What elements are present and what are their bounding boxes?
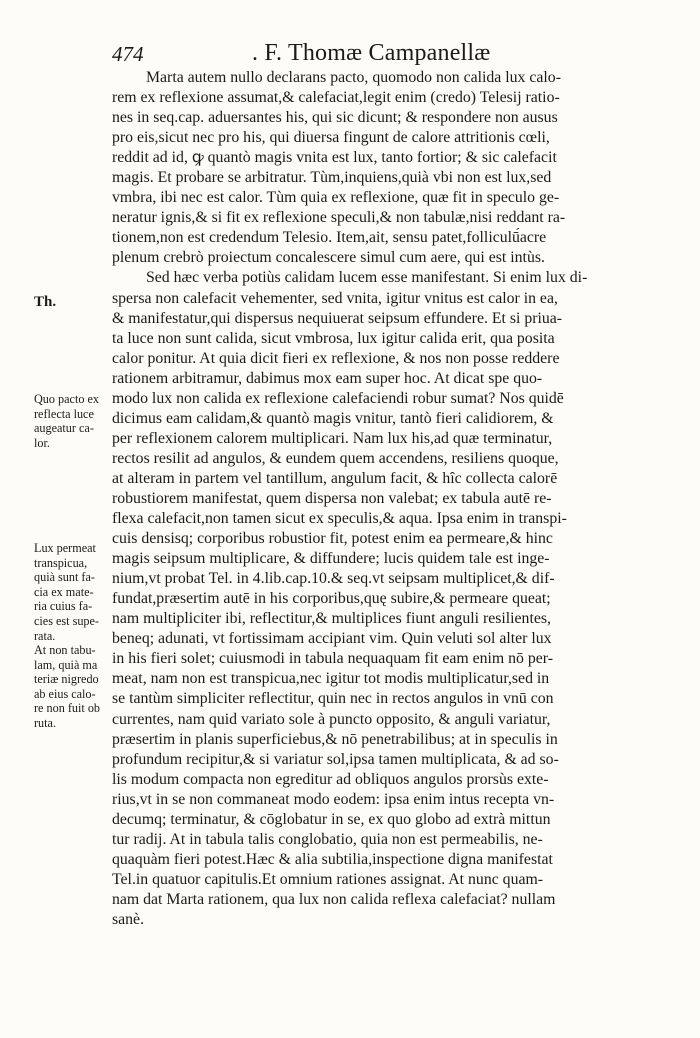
margin-line: transpicua, <box>34 555 88 570</box>
text-line: dicimus eam calidam,& quantò magis vnitur, tantò fieri calidiorem, & <box>112 409 554 427</box>
page-number: 474 <box>112 42 144 66</box>
text-line: cuis densisq; corporibus robustior fit, potest enim ea permeare,& hinc <box>112 530 553 548</box>
margin-line: reflecta luce <box>34 406 94 421</box>
margin-line: teriæ nigredo <box>34 672 99 687</box>
text-line: præsertim in planis superficiebus,& nō penetrabilibus; at in speculis in <box>112 730 558 748</box>
margin-line: ria cuius fa- <box>34 599 93 614</box>
margin-line: rata. <box>34 628 56 643</box>
text-line: sanè. <box>112 910 145 928</box>
catchword <box>112 930 672 950</box>
body-text <box>112 68 672 950</box>
margin-line: ruta. <box>34 715 56 730</box>
text-line: rem ex reflexione assumat,& calefaciat,legit enim (credo) Telesij ratio- <box>112 89 560 107</box>
text-line: tionem,non est credendum Telesio. Item,ait, sensu patet,folliculū́acre <box>112 229 547 247</box>
margin-note-light-permeates <box>34 541 120 643</box>
margin-line: quià sunt fa- <box>34 570 95 585</box>
text-line: Marta autem nullo declarans pacto, quomodo non calida lux calo- <box>146 69 561 86</box>
text-line: per reflexionem calorem multiplicari. Nam lux his,ad quæ terminatur, <box>112 429 553 447</box>
margin-line: re non fuit ob <box>34 701 101 716</box>
text-line: nes in seq.cap. aduersantes his, qui sic dicunt; & respondere non ausus <box>112 109 558 127</box>
margin-line: augeatur ca- <box>34 421 94 436</box>
margin-line: cies est supe- <box>34 613 99 628</box>
text-line: Sed hæc verba potiùs calidam lucem esse manifestant. Si enim lux di- <box>146 269 588 287</box>
text-line: profundum recipitur,& si variatur sol,ipsa tamen multiplicata, & ad so- <box>112 750 559 768</box>
margin-line: lor. <box>34 435 50 450</box>
text-line: spersa non calefacit vehementer, sed vnita, igitur vnitus est calor in ea, <box>112 289 558 307</box>
text-line: rationem arbitramur, dabimus mox eam super hoc. At dicat spe quo- <box>112 369 543 387</box>
text-line: magis. Et probare se arbitratur. Tùm,inquiens,quià vbi non est lux,sed <box>112 169 552 187</box>
text-line: vmbra, ibi nec est calor. Tùm quia ex reflexione, quæ fit in speculo ge- <box>112 189 560 207</box>
text-line: beneq; adunati, vt fortissimam accipiant vim. Quin veluti sol alter lux <box>112 630 552 648</box>
text-line: reddit ad id, ꝙ quantò magis vnita est lux, tanto fortior; & sic calefacit <box>112 149 557 167</box>
text-line: tur radij. At in tabula talis conglobatio, quia non est permeabilis, ne- <box>112 830 543 848</box>
margin-line: cia ex mate- <box>34 584 94 599</box>
page-header <box>112 40 672 70</box>
text-line: nam dat Marta rationem, qua lux non calida reflexa calefaciat? nullam <box>112 890 556 908</box>
text-line: nam multipliciter ibi, reflectitur,& multiplices fiunt anguli resilientes, <box>112 610 551 628</box>
text-line: ta luce non sunt calida, sicut vmbrosa, lux igitur calida erit, qua posita <box>112 329 555 347</box>
text-line: quaquàm fieri potest.Hæc & alia subtilia,inspectione digna manifestat <box>112 850 553 868</box>
text-line: robustiorem manifestat, quem dispersa non valebat; ex tabula autē re- <box>112 489 552 507</box>
text-line: meat, nam non est transpicua,nec igitur tot modis multiplicatur,sed in <box>112 670 550 688</box>
text-line: plenum crebrò proiectum concalescere simul cum aere, qui est intùs. <box>112 249 545 267</box>
text-line: modo lux non calida ex reflexione calefaciendi robur sumat? Nos quidē <box>112 389 564 407</box>
text-line: in his fieri solet; cuiusmodi in tabula nequaquam fit eam enim nō per- <box>112 650 554 668</box>
margin-line: ab eius calo- <box>34 686 96 701</box>
text-line: magis seipsum multiplicare, & diffundere; lucis quidem tale est inge- <box>112 550 550 568</box>
text-line: at alteram in partem vel tantillum, angulum facit, & hîc collecta calorē <box>112 469 558 487</box>
text-line: Tel.in quatuor capitulis.Et omnium rationes assignat. At nunc quam- <box>112 870 544 888</box>
margin-line: Quo pacto ex <box>34 392 99 406</box>
margin-line: At non tabu- <box>34 643 96 657</box>
margin-line: lam, quià ma <box>34 657 98 672</box>
text-line: pro eis,sicut nec pro his, qui diuersa fingunt de calore attritionis cœli, <box>112 129 550 147</box>
text-line: nium,vt probat Tel. in 4.lib.cap.10.& seq.vt seipsam multiplicet,& dif- <box>112 570 555 588</box>
text-line: se tantùm simpliciter reflectitur, quin nec in rectos angulos in vnū con <box>112 690 554 708</box>
text-line: calor ponitur. At quia dicit fieri ex reflexione, & nos non posse reddere <box>112 349 560 367</box>
text-line: fundat,præsertim autē in his corporibus,quę subire,& permeare queat; <box>112 590 551 608</box>
text-line: & manifestatur,qui dispersus nequiuerat seipsum effundere. Et si priua- <box>112 309 563 327</box>
text-line: rius,vt in se non commaneat modo eodem: ipsa enim intus recepta vn- <box>112 790 555 808</box>
text-line: decumq; terminatur, & cōglobatur in se, ex quo globo ad extrà mittun <box>112 810 551 828</box>
margin-note-not-the-table <box>34 643 120 731</box>
margin-note-th: Th. <box>34 294 57 310</box>
margin-note-reflected-light <box>34 392 120 450</box>
running-head: . F. Thomæ Campanellæ <box>252 40 491 66</box>
margin-line: Lux permeat <box>34 541 96 555</box>
text-line: neratur ignis,& si fit ex reflexione speculi,& non tabulæ,nisi reddant ra- <box>112 209 566 227</box>
text-line: lis modum compacta non egreditur ad obliquos angulos prorsùs exte- <box>112 770 549 788</box>
text-line: rectos resilit ad angulos, & eundem quem accendens, resiliens quoque, <box>112 449 559 467</box>
text-line: currentes, nam quid variato sole à puncto opposito, & anguli variatur, <box>112 710 551 728</box>
text-line: flexa calefacit,non tamen sicut ex speculis,& aqua. Ipsa enim in transpi- <box>112 510 567 528</box>
